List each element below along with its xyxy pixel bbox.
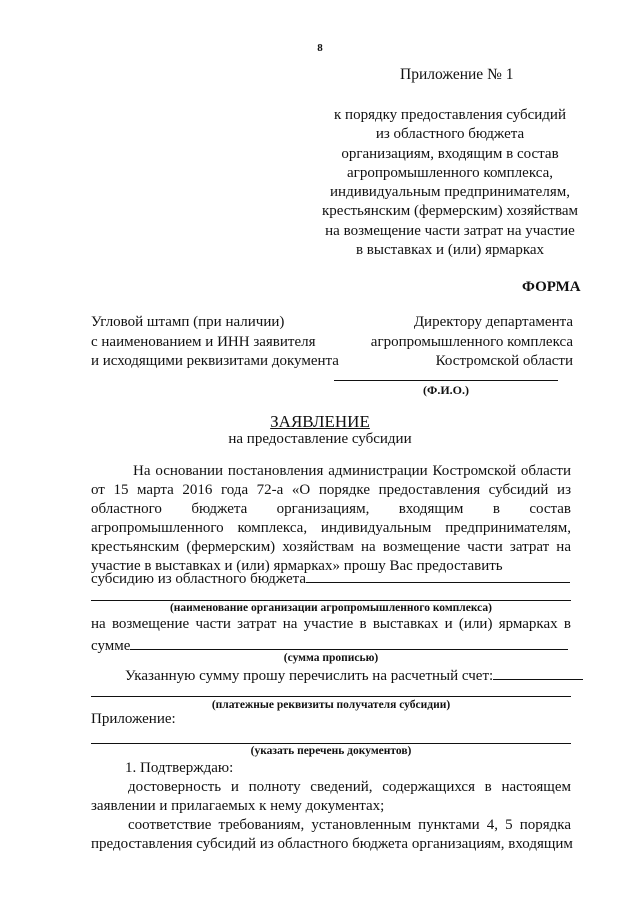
stamp-line: и исходящими реквизитами документа <box>91 353 339 369</box>
org-name-line <box>91 600 571 601</box>
bank-details-caption: (платежные реквизиты получателя субсидии) <box>211 699 451 711</box>
appendix-title: Приложение № 1 <box>400 66 514 83</box>
confirm-heading: 1. Подтверждаю: <box>125 760 234 776</box>
addressee-block <box>340 313 573 372</box>
page-number: 8 <box>317 42 323 54</box>
main-paragraph-last-line <box>91 567 571 588</box>
org-name-blank <box>306 567 570 583</box>
appendix-subtitle-line: организациям, входящим в состав <box>341 145 559 162</box>
addressee-line: агропромышленного комплекса <box>370 333 573 350</box>
addressee-line: Директору департамента <box>413 314 573 330</box>
document-title: ЗАЯВЛЕНИЕ <box>270 412 370 431</box>
stamp-line: с наименованием и ИНН заявителя <box>91 333 316 350</box>
appendix-subtitle <box>300 106 600 260</box>
main-paragraph: На основании постановления администрации Костромской области от 15 марта 2016 года 72-а «О порядке предоставления субсидий из областного бюджета организациям, входящим в состав агропромышленного комплекса, индивидуальным предпринимателям, крестьянским (фермерским) хозяйствам на возмещение части затрат на участие в выставках и (или) ярмарках» прошу Вас предоставить <box>91 463 571 575</box>
confirm-item2-line2: предоставления субсидий из областного бюджета организациям, входящим <box>91 836 573 852</box>
stamp-line: Угловой штамп (при наличии) <box>91 314 285 330</box>
confirm-item2-line1: соответствие требованиям, установленным пунктами 4, 5 порядка <box>128 817 571 833</box>
sum-caption: (сумма прописью) <box>283 652 379 664</box>
fio-caption: (Ф.И.О.) <box>423 383 469 397</box>
document-subtitle: на предоставление субсидии <box>228 431 412 447</box>
main-paragraph-last-text: субсидию из областного бюджета <box>91 571 306 587</box>
reimburse-line: на возмещение части затрат на участие в выставках и (или) ярмарках в <box>91 616 571 632</box>
transfer-line <box>91 664 571 685</box>
appendix-subtitle-line: в выставках и (или) ярмарках <box>355 242 545 259</box>
attachment-label: Приложение: <box>91 711 176 727</box>
appendix-subtitle-line: из областного бюджета <box>375 126 525 143</box>
appendix-subtitle-line: крестьянским (фермерским) хозяйствам <box>321 203 579 220</box>
fio-blank-line <box>334 380 558 381</box>
documents-line <box>91 743 571 744</box>
form-label: ФОРМА <box>522 279 581 295</box>
sum-label: сумме <box>91 638 131 654</box>
documents-caption: (указать перечень документов) <box>250 745 412 757</box>
confirm-item1-line1: достоверность и полноту сведений, содержащихся в настоящем <box>128 779 571 795</box>
org-name-caption: (наименование организации агропромышленного комплекса) <box>169 602 493 614</box>
corner-stamp-block <box>91 313 339 372</box>
bank-details-line <box>91 696 571 697</box>
sum-blank <box>130 634 568 650</box>
appendix-subtitle-line: индивидуальным предпринимателям, <box>330 184 570 201</box>
appendix-subtitle-line: к порядку предоставления субсидий <box>334 107 566 123</box>
transfer-text: Указанную сумму прошу перечислить на расчетный счет: <box>125 668 494 684</box>
appendix-subtitle-line: на возмещение части затрат на участие <box>325 222 575 239</box>
appendix-subtitle-line: агропромышленного комплекса, <box>347 164 553 181</box>
addressee-line: Костромской области <box>435 353 573 369</box>
confirm-item1-line2: заявлении и прилагаемых к нему документах; <box>91 798 385 814</box>
account-blank <box>493 664 583 680</box>
